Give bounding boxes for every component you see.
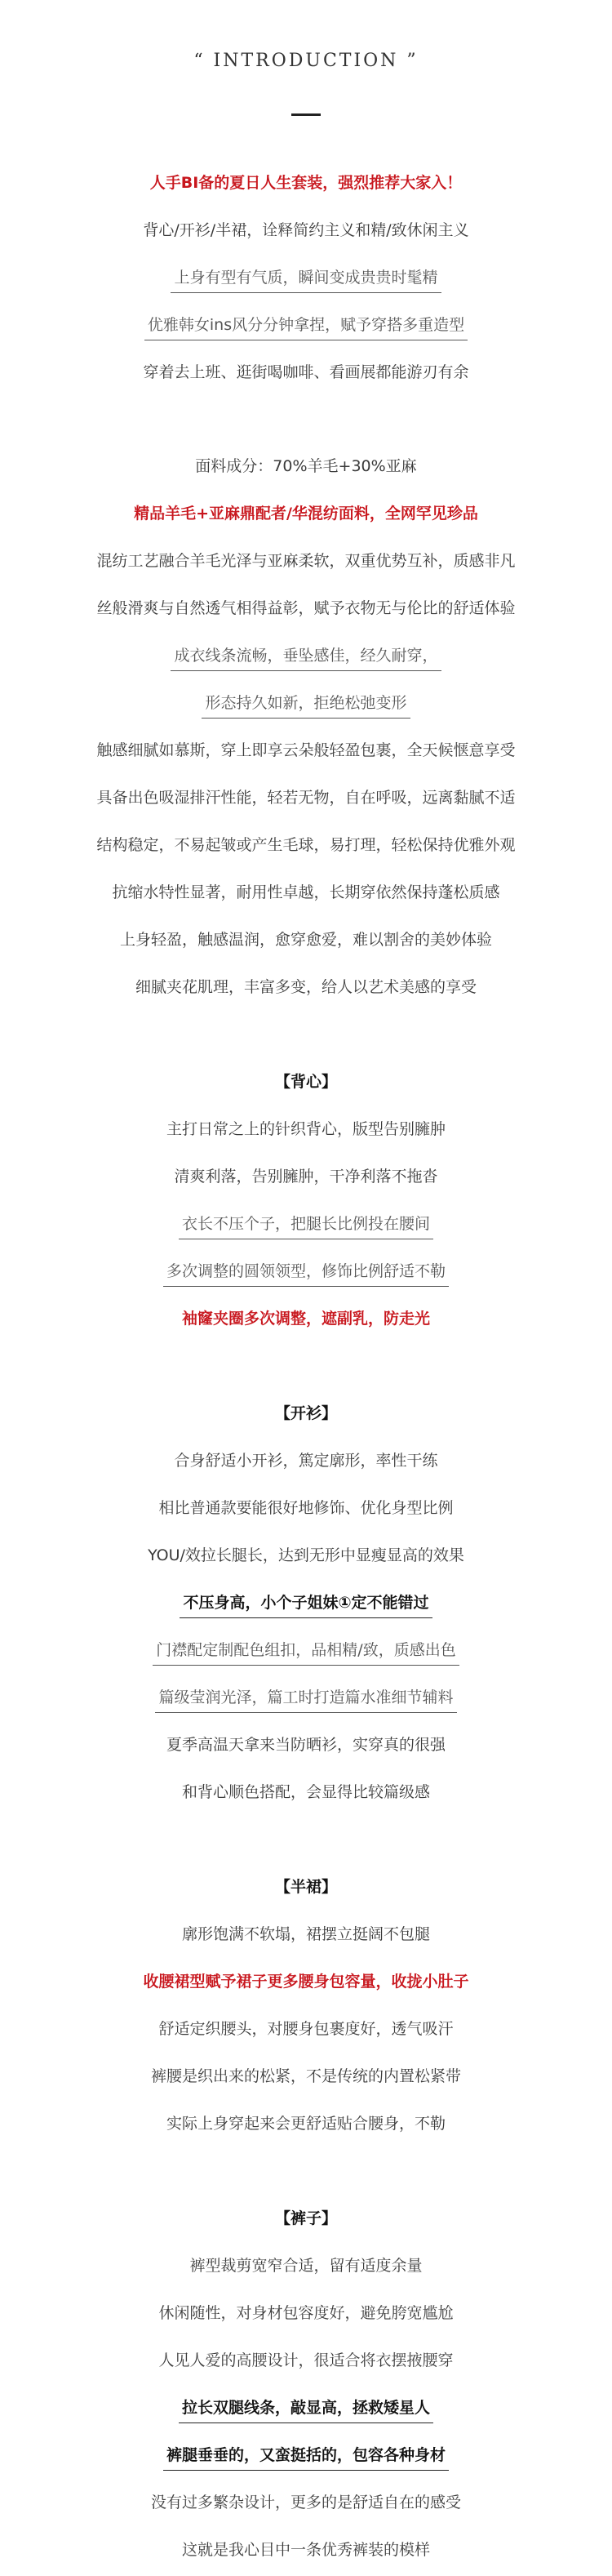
cardigan-line-text: 夏季高温天拿来当防晒衫，实穿真的很强 xyxy=(166,1736,446,1754)
pants-line xyxy=(0,2431,612,2479)
fabric-line-text: 混纺工艺融合羊毛光泽与亚麻柔软，双重优势互补，质感非凡 xyxy=(96,552,516,570)
pants-section xyxy=(0,2195,612,2574)
vest-section-title: 【背心】 xyxy=(274,1073,337,1091)
page-title: “ INTRODUCTION ” xyxy=(193,51,419,71)
skirt-line xyxy=(0,2005,612,2053)
pants-line-text: 裤腿垂垂的，又蛮挺括的，包容各种身材 xyxy=(163,2444,449,2471)
vest-line-text: 清爽利落，告别臃肿，干净利落不拖沓 xyxy=(174,1168,438,1186)
pants-line-text: 休闲随性，对身材包容度好，避免胯宽尴尬 xyxy=(158,2304,454,2322)
pants-section-title: 【裤子】 xyxy=(274,2209,337,2227)
fabric-line-text: 丝般滑爽与自然透气相得益彰，赋予衣物无与伦比的舒适体验 xyxy=(96,599,516,617)
vest-line xyxy=(0,1153,612,1200)
intro-line-text: 上身有型有气质，瞬间变成贵贵时髦精 xyxy=(171,266,441,293)
fabric-line-text: 触感细腻如慕斯，穿上即享云朵般轻盈包裹，全天候惬意享受 xyxy=(96,741,516,759)
fabric-line-text: 抗缩水特性显著，耐用性卓越，长期穿依然保持蓬松质感 xyxy=(112,883,500,901)
intro-section xyxy=(0,159,612,396)
pants-line xyxy=(0,2289,612,2337)
intro-line xyxy=(0,207,612,254)
vest-line xyxy=(0,1106,612,1153)
fabric-line-text: 具备出色吸湿排汗性能，轻若无物，自在呼吸，远离黏腻不适 xyxy=(96,789,516,807)
fabric-line-text: 细腻夹花肌理，丰富多变，给人以艺术美感的享受 xyxy=(135,978,477,996)
fabric-line xyxy=(0,585,612,632)
fabric-section xyxy=(0,443,612,1011)
pants-line-text: 人见人爱的高腰设计，很适合将衣摆掖腰穿 xyxy=(158,2351,454,2369)
vest-line-text: 多次调整的圆领领型，修饰比例舒适不勒 xyxy=(163,1260,449,1287)
pants-line xyxy=(0,2526,612,2574)
intro-line-text: 人手BI备的夏日人生套装，强烈推荐大家入！ xyxy=(149,174,463,192)
fabric-line xyxy=(0,774,612,821)
cardigan-section xyxy=(0,1390,612,1816)
fabric-line-text: 形态持久如新，拒绝松弛变形 xyxy=(202,692,410,719)
vest-section xyxy=(0,1058,612,1342)
fabric-line xyxy=(0,443,612,490)
vest-line xyxy=(0,1248,612,1295)
pants-line xyxy=(0,2384,612,2431)
fabric-line xyxy=(0,916,612,963)
fabric-line xyxy=(0,869,612,916)
intro-line xyxy=(0,349,612,396)
cardigan-line xyxy=(0,1579,612,1626)
intro-line xyxy=(0,159,612,207)
intro-line-text: 背心/开衫/半裙，诠释简约主义和精/致休闲主义 xyxy=(143,221,469,239)
intro-header xyxy=(0,0,612,116)
fabric-line xyxy=(0,632,612,679)
cardigan-line xyxy=(0,1532,612,1579)
intro-line xyxy=(0,301,612,349)
intro-line-text: 优雅韩女ins风分分钟拿捏，赋予穿搭多重造型 xyxy=(144,314,468,340)
skirt-section xyxy=(0,1863,612,2147)
intro-line-text: 穿着去上班、逛街喝咖啡、看画展都能游刃有余 xyxy=(143,363,469,381)
cardigan-section-title: 【开衫】 xyxy=(274,1404,337,1422)
cardigan-line-text: 不压身高，小个子姐妹①定不能错过 xyxy=(180,1591,432,1618)
skirt-line xyxy=(0,1958,612,2005)
vest-line-text: 袖窿夹圈多次调整，遮副乳，防走光 xyxy=(181,1310,430,1328)
fabric-line-text: 上身轻盈，触感温润，愈穿愈爱，难以割舍的美妙体验 xyxy=(119,931,492,949)
pants-line xyxy=(0,2479,612,2526)
fabric-line-text: 结构稳定，不易起皱或产生毛球，易打理，轻松保持优雅外观 xyxy=(96,836,516,854)
fabric-line xyxy=(0,679,612,727)
cardigan-line xyxy=(0,1626,612,1674)
skirt-line xyxy=(0,2100,612,2147)
skirt-line-text: 实际上身穿起来会更舒适贴合腰身，不勒 xyxy=(166,2115,446,2133)
cardigan-line-text: 合身舒适小开衫，篤定廓形，率性干练 xyxy=(174,1452,438,1470)
fabric-line-text: 面料成分：70%羊毛+30%亚麻 xyxy=(195,457,417,475)
fabric-line-text: 成衣线条流畅，垂坠感佳，经久耐穿， xyxy=(171,644,441,671)
skirt-line xyxy=(0,2053,612,2100)
skirt-section-title: 【半裙】 xyxy=(274,1878,337,1896)
fabric-line xyxy=(0,963,612,1011)
intro-line xyxy=(0,254,612,301)
fabric-line xyxy=(0,727,612,774)
pants-line xyxy=(0,2242,612,2289)
cardigan-line xyxy=(0,1437,612,1484)
pants-line-text: 拉长双腿线条，敲显高，拯救矮星人 xyxy=(179,2396,433,2423)
skirt-line-text: 收腰裙型赋予裙子更多腰身包容量，收拢小肚子 xyxy=(143,1973,469,1991)
cardigan-line xyxy=(0,1721,612,1768)
pants-line-text: 这就是我心目中一条优秀裤装的模样 xyxy=(181,2541,430,2559)
vest-line-text: 衣长不压个子，把腿长比例投在腰间 xyxy=(179,1212,433,1239)
pants-line-text: 没有过多繁杂设计，更多的是舒适自在的感受 xyxy=(150,2494,461,2511)
cardigan-line-text: 篇级莹润光泽，篇工时打造篇水准细节辅料 xyxy=(155,1686,456,1713)
vest-line xyxy=(0,1200,612,1248)
cardigan-line-text: 门襟配定制配色组扣，品相精/致，质感出色 xyxy=(153,1639,459,1666)
fabric-line xyxy=(0,490,612,537)
fabric-line xyxy=(0,537,612,585)
vest-line-text: 主打日常之上的针织背心，版型告别臃肿 xyxy=(166,1120,446,1138)
pants-line-text: 裤型裁剪宽窄合适，留有适度余量 xyxy=(189,2257,423,2275)
vest-line xyxy=(0,1295,612,1342)
skirt-line-text: 廓形饱满不软塌，裙摆立挺阔不包腿 xyxy=(181,1925,430,1943)
skirt-line-text: 裤腰是织出来的松紧，不是传统的内置松紧带 xyxy=(150,2067,461,2085)
fabric-line-text: 精品羊毛+亚麻鼎配者/华混纺面料，全网罕见珍品 xyxy=(134,505,478,523)
cardigan-line xyxy=(0,1768,612,1816)
cardigan-line xyxy=(0,1484,612,1532)
cardigan-line-text: 相比普通款要能很好地修饰、优化身型比例 xyxy=(158,1499,454,1517)
cardigan-line-text: 和背心顺色搭配，会显得比较篇级感 xyxy=(181,1783,430,1801)
pants-line xyxy=(0,2337,612,2384)
skirt-line-text: 舒适定织腰头，对腰身包裹度好，透气吸汗 xyxy=(158,2020,454,2038)
skirt-line xyxy=(0,1911,612,1958)
fabric-line xyxy=(0,821,612,869)
cardigan-line xyxy=(0,1674,612,1721)
cardigan-line-text: YOU/效拉长腿长，达到无形中显瘦显高的效果 xyxy=(148,1546,464,1564)
